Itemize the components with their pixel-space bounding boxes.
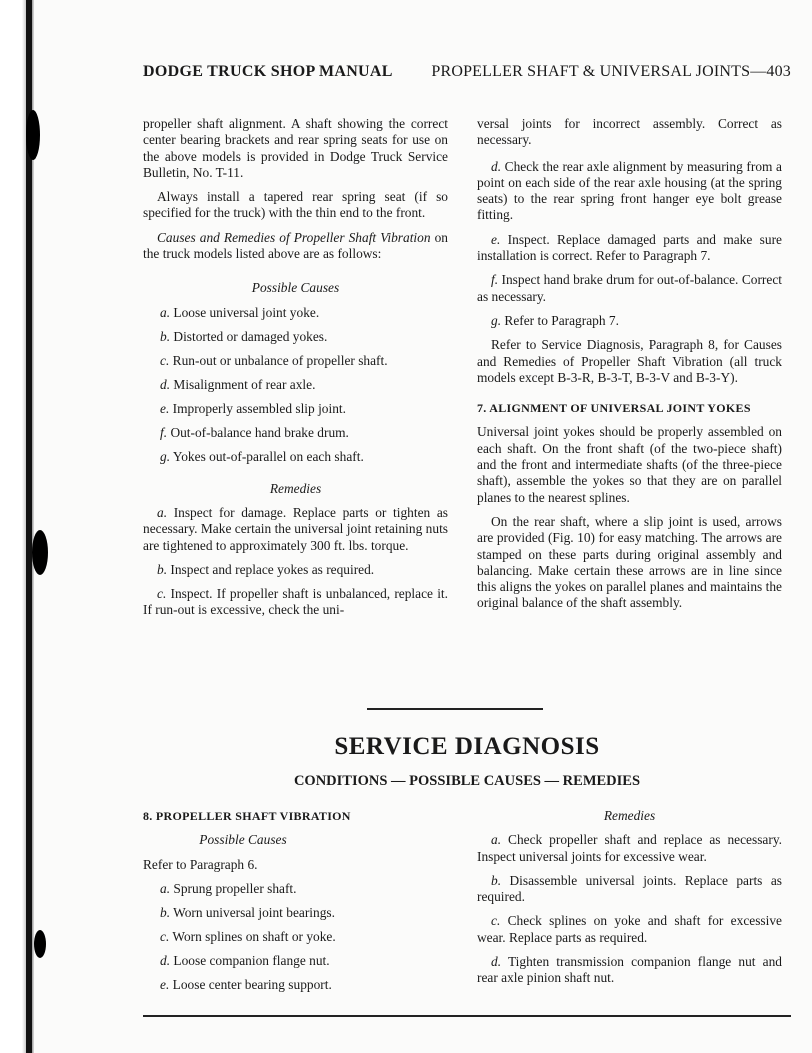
right-column	[477, 116, 782, 620]
causes-list	[143, 305, 448, 465]
binding-hole	[32, 530, 48, 575]
list-item	[143, 905, 448, 921]
list-item	[477, 232, 782, 265]
item-letter: d.	[160, 376, 171, 392]
page-header	[143, 63, 791, 81]
item-text: Loose universal joint yoke.	[173, 304, 320, 320]
bottom-rule	[143, 1015, 791, 1017]
item-letter: a.	[160, 304, 171, 320]
item-letter: b.	[160, 328, 171, 344]
item-letter: b.	[157, 561, 168, 577]
list-item	[477, 873, 782, 906]
item-letter: c.	[160, 352, 170, 368]
item-text: Loose companion flange nut.	[173, 952, 330, 968]
list-item	[477, 272, 782, 305]
list-item	[143, 881, 448, 897]
list-item	[143, 401, 448, 417]
item-text: Sprung propeller shaft.	[173, 880, 297, 896]
item-letter: e.	[491, 231, 501, 247]
list-item	[477, 913, 782, 946]
item-text: Loose center bearing support.	[172, 976, 332, 992]
item-text: Check propeller shaft and replace as necessary. Inspect universal joints for excessive wear.	[477, 832, 782, 864]
list-item	[143, 977, 448, 993]
paragraph: versal joints for incorrect assembly. Correct as necessary.	[477, 116, 782, 148]
item-text: Disassemble universal joints. Replace parts as required.	[477, 872, 782, 905]
list-item	[143, 929, 448, 945]
item-letter: d.	[491, 158, 502, 174]
item-text: Improperly assembled slip joint.	[172, 400, 346, 416]
paragraph	[143, 230, 448, 263]
item-text: Inspect and replace yokes as required.	[170, 561, 375, 577]
item-letter: f.	[491, 272, 499, 288]
item-letter: e.	[160, 400, 170, 416]
item-letter: c.	[491, 913, 501, 929]
item-letter: g.	[491, 312, 502, 328]
diagnosis-right-column	[477, 808, 782, 995]
binding-hole	[26, 110, 40, 160]
item-text: Inspect. If propeller shaft is unbalanced, replace it. If run-out is excessive, check the uni-	[143, 586, 448, 618]
item-letter: b.	[491, 872, 502, 888]
item-letter: f.	[160, 424, 168, 440]
list-item	[477, 159, 782, 224]
item-letter: g.	[160, 448, 171, 464]
item-text: Inspect. Replace damaged parts and make sure installation is correct. Refer to Paragraph 7.	[477, 231, 782, 264]
remedies-heading: Remedies	[269, 480, 322, 496]
list-item	[143, 425, 448, 441]
remedies-list	[143, 505, 448, 619]
list-item	[143, 449, 448, 465]
list-item	[143, 562, 448, 578]
paragraph: Always install a tapered rear spring seat (if so specified for the truck) with the thin end to the front.	[143, 189, 448, 221]
text: on the truck models listed above are as follows:	[143, 229, 448, 262]
paragraph: propeller shaft alignment. A shaft showing the correct center bearing brackets and rear spring seats for use on the above models is provided in Dodge Truck Service Bulletin, No. T-11.	[143, 116, 448, 180]
list-item	[143, 505, 448, 554]
causes-heading: Possible Causes	[251, 280, 340, 296]
item-letter: b.	[160, 904, 171, 920]
item-text: Yokes out-of-parallel on each shaft.	[172, 448, 364, 464]
italic-phrase: Causes and Remedies of Propeller Shaft Vibration	[157, 229, 431, 245]
list-item	[143, 377, 448, 393]
item-text: Run-out or unbalance of propeller shaft.	[172, 352, 388, 368]
item-letter: c.	[160, 928, 170, 944]
section-title: PROPELLER SHAFT & UNIVERSAL JOINTS—403	[431, 63, 791, 80]
paragraph: Universal joint yokes should be properly assembled on each shaft. On the front shaft (of the two-piece shaft) and the front and intermediate shafts (of the three-piece shaft), assemble the yokes so that they are on parallel planes to the nearest splines.	[477, 424, 782, 505]
diagnosis-title: SERVICE DIAGNOSIS	[334, 733, 600, 760]
item-letter: c.	[157, 586, 167, 602]
paragraph: On the rear shaft, where a slip joint is used, arrows are provided (Fig. 10) for easy matching. The arrows are stamped on these parts during original assembly and balancing. Make certain these arrows are in line since this aligns the yokes on parallel planes and maintains the original balance of the shaft assembly.	[477, 513, 782, 611]
item-letter: d.	[160, 952, 171, 968]
item-text: Check the rear axle alignment by measuring from a point on each side of the rear axle housing (at the spring seats) to the rear spring front hanger eye bolt grease fitting.	[477, 158, 782, 223]
item-text: Check splines on yoke and shaft for excessive wear. Replace parts as required.	[477, 913, 782, 945]
item-text: Misalignment of rear axle.	[173, 376, 316, 392]
list-item	[143, 353, 448, 369]
item-text: Refer to Paragraph 7.	[504, 312, 619, 328]
binding-hole	[34, 930, 46, 958]
item-text: Worn splines on shaft or yoke.	[172, 928, 336, 944]
remedies-list	[477, 832, 782, 986]
list-item	[143, 953, 448, 969]
item-text: Distorted or damaged yokes.	[173, 328, 328, 344]
causes-heading: Possible Causes	[199, 832, 287, 848]
item-letter: a.	[157, 504, 168, 520]
left-column	[143, 116, 448, 627]
item-letter: a.	[491, 832, 502, 848]
item-text: Inspect hand brake drum for out-of-balance. Correct as necessary.	[477, 272, 782, 304]
remedies-list	[477, 159, 782, 330]
diagnosis-left-column	[143, 808, 448, 1001]
section-heading: 8. PROPELLER SHAFT VIBRATION	[143, 809, 351, 823]
list-item	[477, 954, 782, 987]
list-item	[477, 832, 782, 865]
divider	[367, 708, 543, 710]
item-text: Inspect for damage. Replace parts or tighten as necessary. Make certain the universal joint retaining nuts are tightened to approximately 300 ft. lbs. torque.	[143, 504, 448, 553]
item-text: Out-of-balance hand brake drum.	[170, 424, 349, 440]
item-text: Tighten transmission companion flange nut and rear axle pinion shaft nut.	[477, 954, 782, 986]
item-letter: a.	[160, 880, 171, 896]
list-item	[143, 305, 448, 321]
section-heading: 7. ALIGNMENT OF UNIVERSAL JOINT YOKES	[477, 401, 751, 416]
remedies-heading: Remedies	[603, 808, 656, 823]
item-letter: d.	[491, 954, 502, 970]
item-text: Worn universal joint bearings.	[173, 904, 335, 920]
manual-title: DODGE TRUCK SHOP MANUAL	[143, 63, 393, 80]
causes-list	[143, 881, 448, 993]
list-item	[143, 586, 448, 619]
item-letter: e.	[160, 976, 170, 992]
diagnosis-subtitle: CONDITIONS — POSSIBLE CAUSES — REMEDIES	[293, 773, 641, 789]
paragraph: Refer to Service Diagnosis, Paragraph 8, for Causes and Remedies of Propeller Shaft Vibration (all truck models except B-3-R, B-3-T, B-3-V and B-3-Y).	[477, 337, 782, 385]
paragraph: Refer to Paragraph 6.	[143, 856, 258, 872]
list-item	[477, 313, 782, 329]
list-item	[143, 329, 448, 345]
